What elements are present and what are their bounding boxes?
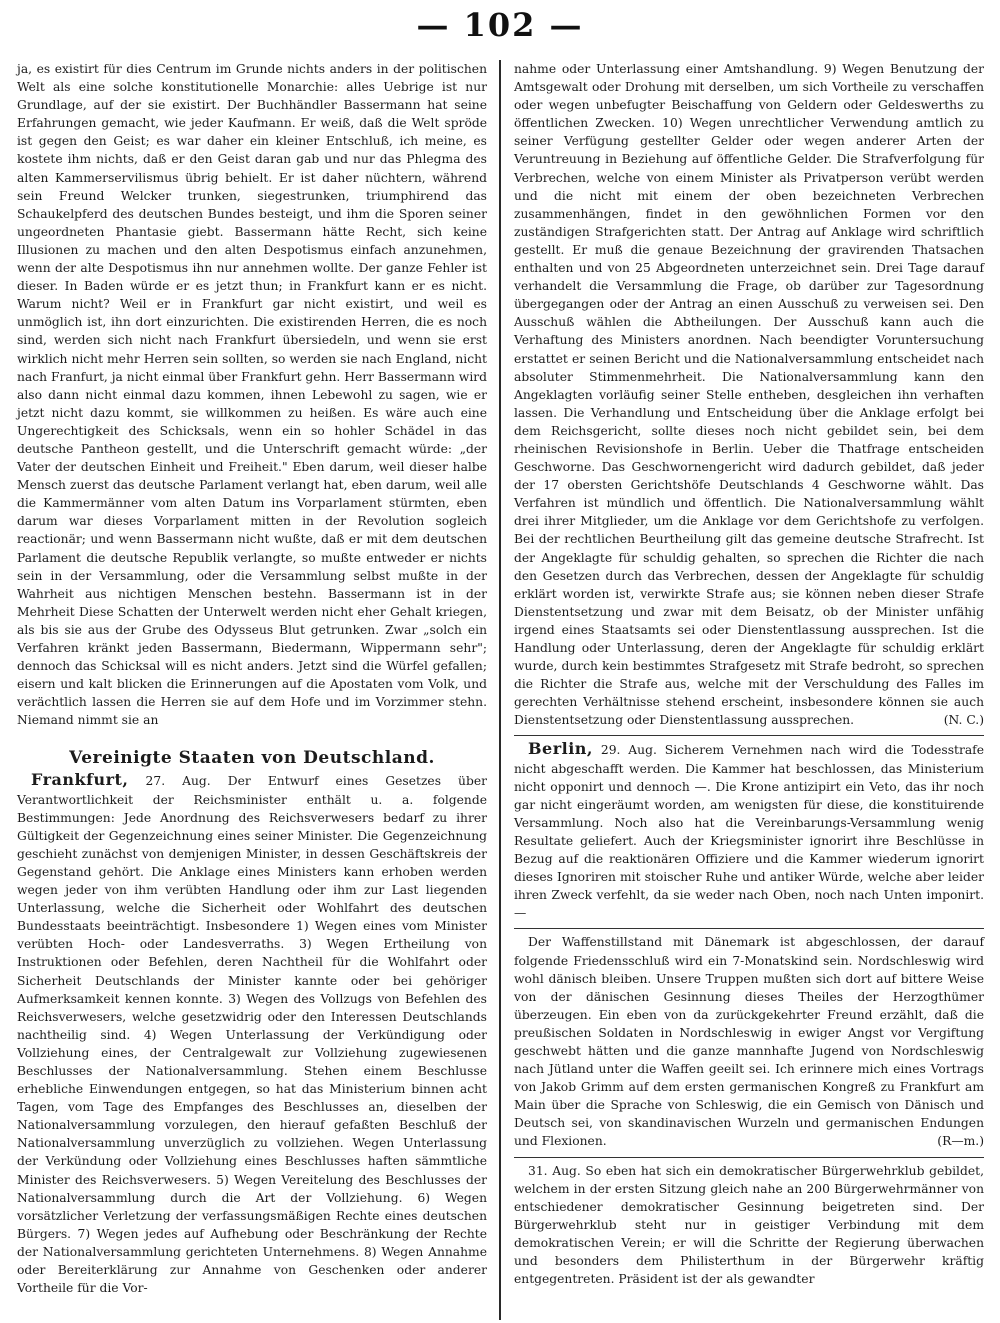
left-column xyxy=(17,60,487,1323)
right-paragraph-1 xyxy=(514,60,984,729)
article-rule-3 xyxy=(514,1157,984,1158)
article-rule-2 xyxy=(514,928,984,929)
left-paragraph-1: ja, es existirt für dies Centrum im Grunde nichts anders in der politischen Welt als eine solche konstitutionelle Monarchie: alles Uebrige ist nur Grundlage, auf der sie existirt. Der Buchhändler Bassermann hat seine Erfahrungen gemacht, wie jeder Kaufmann. Er weiß, daß die Welt spröde ist gegen den Geist; es war daher ein kleiner Entschluß, ich meine, es kostete ihm nichts, daß er den Geist daran gab und nur das Phlegma des alten Kammerservilismus übrig behielt. Er ist daher nüchtern, während sein Freund Welcker trunken, siegestrunken, triumphirend das Schaukelpferd des deutschen Bundes besteigt, und ihm die Sporen seiner ungeordneten Phantasie giebt. Bassermann hätte Recht, sich keine Illusionen zu machen und den alten Despotismus einfach anzunehmen, wenn der alte Despotismus ihn nur annehmen wollte. Der ganze Fehler ist dieser. In Baden würde er es jetzt thun; in Frankfurt kann er es nicht. Warum nicht? Weil er in Frankfurt gar nicht existirt, und weil es unmöglich ist, ihn dort einzurichten. Die existirenden Herren, die es noch sind, werden sich nicht nach Frankfurt übersiedeln, und wenn sie erst wirklich nicht mehr Herren sein sollten, so werden sie nach England, nicht nach Franfurt, ja nicht einmal über Frankfurt gehn. Herr Bassermann wird also dann nicht einmal dazu kommen, ihnen Lebewohl zu sagen, wie er jetzt nicht dazu kommt, sie willkommen zu heißen. Es wäre auch eine Ungerechtigkeit des Schicksals, wenn ein so hohler Schädel in das deutsche Pantheon gestellt, und die Unterschrift gemacht würde: „der Vater der deutschen Einheit und Freiheit." Eben darum, weil dieser halbe Mensch zuerst das deutsche Parlament verlangt hat, eben darum, weil alle die Kammermänner vom alten Datum ins Vorparlament stürmten, eben darum war dieses Vorparlament mitten in der Revolution sogleich reactionär; und wenn Bassermann nicht wußte, daß er mit dem deutschen Parlament die deutsche Republik verlangte, so mußte entweder er nichts sein in der Versammlung, oder die Versammlung selbst mußte in der Wahrheit aus nichtigen Menschen bestehn. Bassermann ist in der Mehrheit Diese Schatten der Unterwelt werden nicht eher Gehalt kriegen, als bis sie aus der Grube des Odysseus Blut getrunken. Zwar „solch ein Verfahren kränkt jeden Bassermann, Biedermann, Wippermann sehr"; dennoch das Schicksal will es nicht anders. Jetzt sind die Würfel gefallen; eisern und kalt blicken die Erinnerungen auf die Apostaten vom Volk, und verächtlich lassen die Herren sie auf dem Hofe und im Vorzimmer stehn. Niemand nimmt sie an xyxy=(17,62,487,728)
berlin-article xyxy=(514,740,984,922)
right-paragraph-1-text: nahme oder Unterlassung einer Amtshandlung. 9) Wegen Benutzung der Amtsgewalt oder Drohung mit derselben, um sich Vortheile zu verschaffen oder wegen unbefugter Beischaffung von Geldern oder Geldeswerths zu öffentlichen Zwecken. 10) Wegen unrechtlicher Verwendung amtlich zu seiner Verfügung gestellter Gelder oder wegen anderer Arten der Veruntreuung in Beziehung auf öffentliche Gelder. Die Strafverfolgung für Verbrechen, welche von einem Minister als Privatperson verübt werden und die nicht mit einem der oben bezeichneten Verbrechen zusammenhängen, findet in den gewöhnlichen Formen vor den zuständigen Strafgerichten statt. Der Antrag auf Anklage wird schriftlich gestellt. Er muß die genaue Bezeichnung der gravirenden Thatsachen enthalten und von 25 Abgeordneten unterzeichnet sein. Drei Tage darauf verhandelt die Versammlung die Frage, ob darüber zur Tagesordnung übergegangen oder der Antrag an einen Ausschuß zu verweisen sei. Den Ausschuß wählen die Abtheilungen. Der Ausschuß kann auch die Verhaftung des Ministers anordnen. Nach beendigter Voruntersuchung erstattet er seinen Bericht und die Nationalversammlung entscheidet nach absoluter Stimmenmehrheit. Die Nationalversammlung kann den Angeklagten vorläufig seiner Stelle entheben, desgleichen ihn verhaften lassen. Die Verhandlung und Entscheidung über die Anklage erfolgt bei dem Reichsgericht, sollte dieses noch nicht gebildet sein, bei dem rheinischen Revisionshofe in Berlin. Ueber die Thatfrage entscheiden Geschworne. Das Geschwornengericht wird dadurch gebildet, daß jeder der 17 obersten Gerichtshöfe Deutschlands 4 Geschworne wählt. Das Verfahren ist mündlich und öffentlich. Die Nationalversammlung wählt drei ihrer Mitglieder, um die Anklage vor dem Gerichtshofe zu verfolgen. Bei der rechtlichen Beurtheilung gilt das gemeine deutsche Strafrecht. Ist der Angeklagte für schuldig gehalten, so sprechen die Richter die nach den Gesetzen durch das Verbrechen, dessen der Angeklagte für schuldig erklärt worden ist, verwirkte Strafe aus; sie können neben dieser Strafe Dienstentsetzung und zwar mit dem Beisatz, ob der Minister unfähig irgend eines Staatsamts sei oder Dienstentlassung aussprechen. Ist die Handlung oder Unterlassung, deren der Angeklagte für schuldig erklärt wurde, durch kein bestimmtes Strafgesetz mit Strafe bedroht, so sprechen die Richter die Strafe aus, welche mit der Verschuldung des Falles im gerechten Verhältnisse stehend erscheint, insbesondere können sie auch Dienstentsetzung oder Dienstentlassung aussprechen. xyxy=(514,62,984,728)
date-frankfurt: 27. Aug. xyxy=(145,774,211,789)
armistice-text: Der Waffenstillstand mit Dänemark ist abgeschlossen, der darauf folgende Friedensschluß wird ein 7-Monatskind sein. Nordschleswig wird wohl dänisch bleiben. Unsere Truppen mußten sich dort auf bittere Weise von der dänischen Gesinnung dieses Theiles der Herzogthümer überzeugen. Ein eben von da zurückgekehrter Freund erzählt, daß die preußischen Soldaten in Nordschleswig in ewiger Angst vor Vergiftung geschwebt hätten und die ganze mannhafte Jugend von Nordschleswig nach Jütland unter die Waffen geeilt sei. Ich erinnere mich eines Vortrags von Jakob Grimm auf dem ersten germanischen Kongreß zu Frankfurt am Main über die Sprache von Schleswig, die ein Gemisch von Dänisch und Deutsch sei, von skandinavischen Wurzeln und germanischen Endungen und Flexionen. xyxy=(514,935,984,1149)
date-berlin: 29. Aug. xyxy=(600,743,657,758)
berlin-body: Sicherem Vernehmen nach wird die Todesstrafe nicht abgeschafft werden. Die Kammer hat beschlossen, das Ministerium nicht opponirt und dennoch —. Die Krone antizipirt ein Veto, das ihr noch gar nicht eingeräumt worden, am wenigsten für diese, die konstituirende Versammlung. Noch also hat die Vereinbarungs-Versammlung wenig Resultate geliefert. Auch der Kriegsminister ignorirt ihre Beschlüsse in Bezug auf die reaktionären Offiziere und die Kammer wiederum ignorirt dieses Ignoriren mit stoischer Ruhe und antiker Würde, welche aber leider ihren Zweck verfehlt, da sie weder nach Oben, noch nach Unten imponirt. — xyxy=(514,743,984,921)
section-heading: Vereinigte Staaten von Deutschland. xyxy=(69,748,435,769)
right-column xyxy=(514,60,984,1323)
column-divider xyxy=(499,60,501,1320)
buergerwehr-paragraph: 31. Aug. So eben hat sich ein demokratischer Bürgerwehrklub gebildet, welchem in der ersten Sitzung gleich nahe an 200 Bürgerwehrmänner von entschiedener demokratischer Gesinnung beigetreten sind. Der Bürgerwehrklub steht nur in geistiger Verbindung mit dem demokratischen Verein; er will die Schritte der Regierung überwachen und besonders dem Philisterthum in der Bürgerwehr kräftig entgegentreten. Präsident ist der als gewandter xyxy=(514,1163,984,1287)
article-rule-1 xyxy=(514,735,984,736)
frankfurt-body: Der Entwurf eines Gesetzes über Verantwortlichkeit der Reichsminister enthält u. a. folgende Bestimmungen: Jede Anordnung des Reichsverwesers bedarf zu ihrer Gültigkeit der Gegenzeichnung eines seiner Minister. Die Gegenzeichnung geschieht zunächst von demjenigen Minister, in dessen Geschäftskreis der Gegenstand gehört. Die Anklage eines Ministers kann erhoben werden wegen jeder von ihm verübten Handlung oder ihm zur Last liegenden Unterlassung, welche die Sicherheit oder Wohlfahrt des deutschen Bundesstaats beeinträchtigt. Insbesondere 1) Wegen eines vom Minister verübten Hoch- oder Landesverraths. 3) Wegen Ertheilung von Instruktionen oder Befehlen, deren Nachtheil für die Wohlfahrt oder Sicherheit Deutschlands der Minister kannte oder bei gehöriger Aufmerksamkeit kennen konnte. 3) Wegen des Vollzugs von Befehlen des Reichsverwesers, welche gesetzwidrig oder den Interessen Deutschlands nachtheilig sind. 4) Wegen Unterlassung der Verkündigung oder Vollziehung eines, der Centralgewalt zur Vollziehung zugewiesenen Beschlusses der Nationalversammlung. Stehen einem Beschlusse erhebliche Einwendungen entgegen, so hat das Ministerium binnen acht Tagen, vom Tage des Empfanges des Beschlusses an, dieselben der Nationalversammlung vorzulegen, den hierauf gefaßten Beschluß der Nationalversammlung unverzüglich zu vollziehen. Wegen Unterlassung der Verkündung oder Vollziehung eines Beschlusses haften sämmtliche Minister des Reichsverwesers. 5) Wegen Vereitelung des Beschlusses der Nationalversammlung durch die Art der Vollziehung. 6) Wegen vorsätzlicher Verletzung der verfassungsmäßigen Rechte eines deutschen Bürgers. 7) Wegen jedes auf Aufhebung oder Beschränkung der Rechte der Nationalversammlung gerichteten Unternehmens. 8) Wegen Annahme oder Bereiterklärung zur Annahme von Geschenken oder anderer Vortheile für die Vor- xyxy=(17,774,487,1296)
frankfurt-article xyxy=(17,771,487,1297)
page-number: — 102 — xyxy=(416,6,584,44)
signature-nc: (N. C.) xyxy=(943,713,984,728)
signature-rm: (R—m.) xyxy=(937,1134,984,1149)
dateline-berlin: Berlin, xyxy=(528,739,593,759)
armistice-paragraph xyxy=(514,933,984,1150)
dateline-frankfurt: Frankfurt, xyxy=(31,770,129,790)
